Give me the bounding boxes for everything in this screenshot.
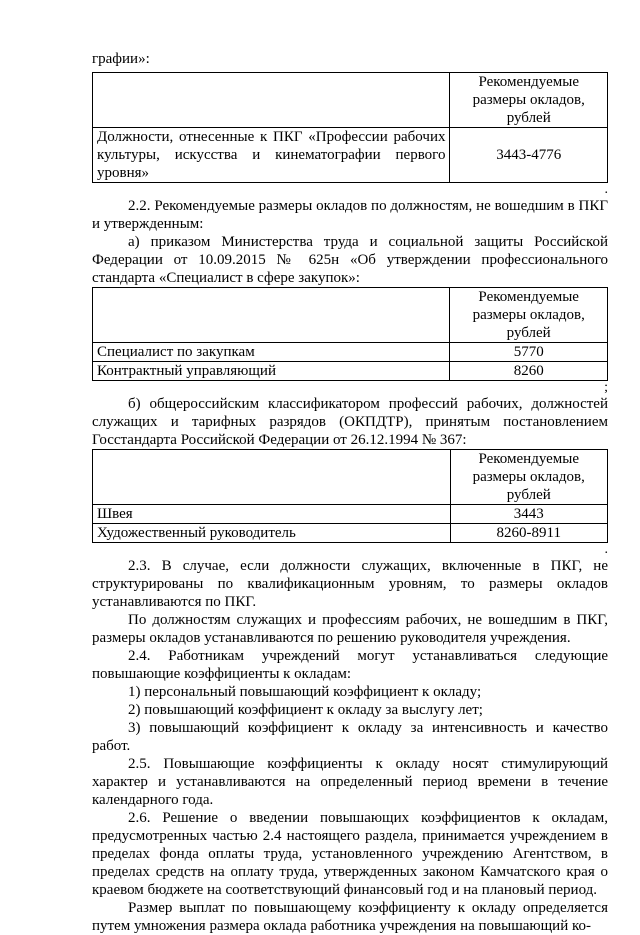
list-item: 3) повышающий коэффициент к окладу за интенсивность и качество работ. xyxy=(92,720,608,754)
paragraph-2-4: 2.4. Работникам учреждений могут устанавливаться следующие повышающие коэффициенты к окладам: xyxy=(92,648,608,682)
table-header-cell: Рекомендуемые размеры окладов, рублей xyxy=(450,450,608,505)
paragraph-2-6: 2.6. Решение о введении повышающих коэффициентов к окладам, предусмотренных частью 2.4 настоящего раздела, принимается учреждением в пределах фонда оплаты труда, установленного учреждению Агентством, в пределах средств на оплату труда, утвержденных законом Камчатского края о краевом бюджете на соответствующий финансовый год и на плановый период. xyxy=(92,810,608,898)
table-cell-salary: 5770 xyxy=(450,343,608,362)
table-cell-salary: 3443-4776 xyxy=(450,128,608,183)
table-row xyxy=(93,505,608,524)
table-pkg-culture xyxy=(92,72,608,183)
table-header-empty-cell xyxy=(93,450,451,505)
table-cell-position: Специалист по закупкам xyxy=(93,343,450,362)
table-header-cell: Рекомендуемые размеры окладов, рублей xyxy=(450,288,608,343)
document-page xyxy=(92,50,608,935)
table-okpdtr xyxy=(92,449,608,543)
table-cell-position: Швея xyxy=(93,505,451,524)
table-tail-mark: . xyxy=(604,182,608,197)
list-item: 2) повышающий коэффициент к окладу за выслугу лет; xyxy=(128,702,483,718)
table-cell-salary: 8260 xyxy=(450,362,608,381)
table-cell-salary: 8260-8911 xyxy=(450,524,608,543)
table-row xyxy=(93,524,608,543)
table-tail-mark: . xyxy=(604,542,608,557)
table-cell-position: Художественный руководитель xyxy=(93,524,451,543)
table-row xyxy=(93,343,608,362)
list-item: 1) персональный повышающий коэффициент к окладу; xyxy=(128,684,482,700)
paragraph-2-2-b: б) общероссийским классификатором профессий рабочих, должностей служащих и тарифных разрядов (ОКПДТР), принятым постановлением Госстандарта Российской Федерации от 26.12.1994 № 367: xyxy=(92,396,608,448)
table-cell-position: Должности, отнесенные к ПКГ «Профессии рабочих культуры, искусства и кинематографии первого уровня» xyxy=(93,128,450,183)
table-cell-salary: 3443 xyxy=(450,505,608,524)
paragraph-2-2-a: а) приказом Министерства труда и социальной защиты Российской Федерации от 10.09.2015 № 625н «Об утверждении профессионального стандарта «Специалист в сфере закупок»: xyxy=(92,234,608,286)
table-tail-mark: ; xyxy=(604,380,608,395)
table-header-empty-cell xyxy=(93,288,450,343)
paragraph-2-2: 2.2. Рекомендуемые размеры окладов по должностям, не вошедшим в ПКГ и утвержденным: xyxy=(92,198,608,232)
table-cell-position: Контрактный управляющий xyxy=(93,362,450,381)
table-row xyxy=(93,128,608,183)
table-header-empty-cell xyxy=(93,73,450,128)
table-header-row xyxy=(93,73,608,128)
table-header-cell: Рекомендуемые размеры окладов, рублей xyxy=(450,73,608,128)
table-row xyxy=(93,362,608,381)
paragraph-2-5: 2.5. Повышающие коэффициенты к окладу носят стимулирующий характер и устанавливаются на определенный период времени в течение календарного года. xyxy=(92,756,608,808)
table-header-row xyxy=(93,450,608,505)
table-procurement xyxy=(92,287,608,381)
paragraph-2-3-b: По должностям служащих и профессиям рабочих, не вошедшим в ПКГ, размеры окладов устанавливаются по решению руководителя учреждения. xyxy=(92,612,608,646)
table-header-row xyxy=(93,288,608,343)
top-fragment: графии»: xyxy=(92,51,150,67)
paragraph-2-6-b: Размер выплат по повышающему коэффициенту к окладу определяется путем умножения размера оклада работника учреждения на повышающий ко- xyxy=(92,900,608,934)
paragraph-2-3: 2.3. В случае, если должности служащих, включенные в ПКГ, не структурированы по квалификационным уровням, то размеры окладов устанавливаются по ПКГ. xyxy=(92,558,608,610)
